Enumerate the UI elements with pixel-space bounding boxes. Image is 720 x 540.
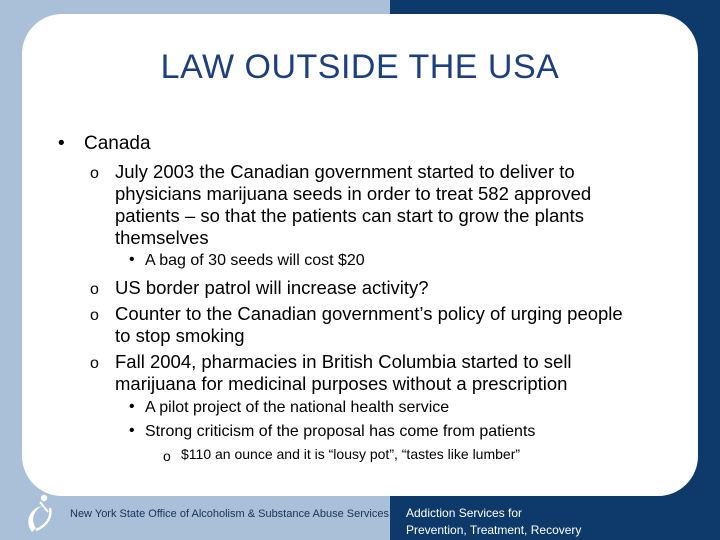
- bullet-marker: o: [90, 165, 99, 182]
- footer-tagline-line: Addiction Services for: [406, 506, 523, 520]
- bullet-marker: o: [163, 448, 171, 464]
- bullet-marker: o: [90, 307, 99, 324]
- bullet-marker: •: [129, 398, 135, 415]
- bullet-marker: o: [90, 281, 99, 298]
- bullet-counter-line: Counter to the Canadian government’s policy of urging people: [115, 303, 623, 324]
- bullet-july-line: patients – so that the patients can start to grow the plants: [115, 205, 584, 226]
- bullet-price: $110 an ounce and it is “lousy pot”, “tastes like lumber”: [181, 446, 521, 462]
- bullet-marker: •: [129, 422, 135, 439]
- bullet-marker: •: [129, 251, 135, 268]
- bullet-marker: o: [90, 355, 99, 372]
- bullet-pilot: A pilot project of the national health service: [145, 399, 450, 416]
- bullet-marker: •: [58, 133, 65, 154]
- bullet-border: US border patrol will increase activity?: [115, 277, 429, 298]
- footer-tagline-line: Prevention, Treatment, Recovery: [406, 523, 582, 537]
- bullet-counter-line: to stop smoking: [115, 325, 245, 346]
- footer-tagline: [406, 505, 581, 539]
- bullet-july-line: July 2003 the Canadian government started to deliver to: [115, 161, 575, 182]
- bullet-fall-line: marijuana for medicinal purposes without a prescription: [115, 373, 568, 394]
- footer-organization: New York State Office of Alcoholism & Substance Abuse Services: [70, 508, 389, 520]
- oasas-logo-icon: [26, 492, 56, 538]
- bullet-july-line: themselves: [115, 227, 209, 248]
- bullet-fall-line: Fall 2004, pharmacies in British Columbia started to sell: [115, 351, 572, 372]
- bullet-criticism: Strong criticism of the proposal has come from patients: [145, 423, 536, 440]
- slide-title: LAW OUTSIDE THE USA: [160, 48, 560, 86]
- bullet-july-line: physicians marijuana seeds in order to treat 582 approved: [115, 183, 592, 204]
- bullet-bag: A bag of 30 seeds will cost $20: [145, 252, 365, 269]
- bullet-canada: Canada: [84, 133, 151, 154]
